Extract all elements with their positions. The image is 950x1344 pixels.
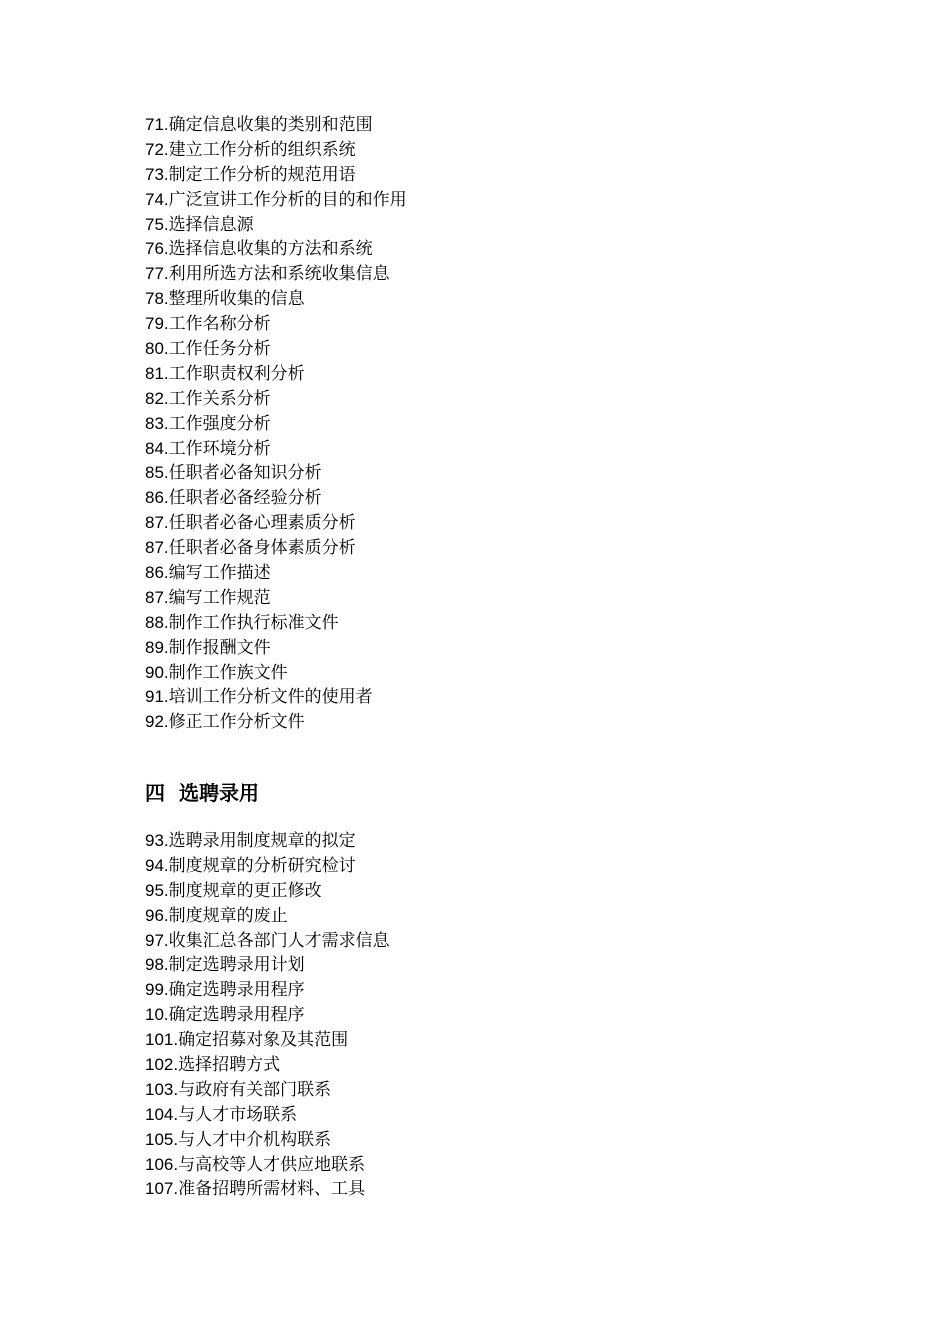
list-item <box>145 1028 390 1053</box>
item-text: 工作环境分析 <box>168 438 271 459</box>
item-text: 制定选聘录用计划 <box>168 955 305 976</box>
item-number: 80. <box>145 339 169 359</box>
item-text: 确定招募对象及其范围 <box>178 1030 349 1051</box>
list-item <box>145 829 390 854</box>
item-text: 利用所选方法和系统收集信息 <box>168 264 390 285</box>
list-item <box>145 362 407 387</box>
list-item <box>145 213 407 238</box>
recruitment-item-list <box>145 829 390 1202</box>
item-number: 101. <box>145 1030 179 1050</box>
item-text: 任职者必备身体素质分析 <box>168 538 356 559</box>
list-item <box>145 1177 390 1202</box>
section-heading <box>145 778 259 808</box>
item-number: 88. <box>145 612 169 632</box>
list-item <box>145 113 407 138</box>
item-number: 104. <box>145 1104 179 1124</box>
item-text: 建立工作分析的组织系统 <box>168 139 356 160</box>
list-item <box>145 1078 390 1103</box>
item-number: 96. <box>145 905 169 925</box>
item-text: 工作名称分析 <box>168 314 271 335</box>
section-title: 选聘录用 <box>179 781 259 805</box>
item-number: 81. <box>145 363 169 383</box>
list-item <box>145 1153 390 1178</box>
item-text: 制度规章的更正修改 <box>168 880 322 901</box>
item-number: 87. <box>145 513 169 533</box>
item-text: 制度规章的分析研究检讨 <box>168 855 356 876</box>
item-text: 与高校等人才供应地联系 <box>178 1154 366 1175</box>
item-text: 任职者必备经验分析 <box>168 488 322 509</box>
item-number: 84. <box>145 438 169 458</box>
list-item <box>145 437 407 462</box>
item-number: 94. <box>145 855 169 875</box>
item-number: 107. <box>145 1179 179 1199</box>
item-number: 75. <box>145 214 169 234</box>
list-item <box>145 978 390 1003</box>
list-item <box>145 511 407 536</box>
list-item <box>145 287 407 312</box>
item-text: 工作关系分析 <box>168 388 271 409</box>
item-text: 选择信息源 <box>168 214 254 235</box>
item-text: 编写工作描述 <box>168 563 271 584</box>
list-item <box>145 536 407 561</box>
item-number: 92. <box>145 712 169 732</box>
list-item <box>145 337 407 362</box>
list-item <box>145 904 390 929</box>
list-item <box>145 163 407 188</box>
item-text: 培训工作分析文件的使用者 <box>168 687 373 708</box>
item-text: 与政府有关部门联系 <box>178 1079 332 1100</box>
item-number: 90. <box>145 662 169 682</box>
item-text: 编写工作规范 <box>168 587 271 608</box>
item-number: 105. <box>145 1129 179 1149</box>
item-number: 79. <box>145 314 169 334</box>
item-text: 制度规章的废止 <box>168 905 288 926</box>
item-text: 选聘录用制度规章的拟定 <box>168 831 356 851</box>
item-number: 78. <box>145 289 169 309</box>
list-item <box>145 879 390 904</box>
list-item <box>145 611 407 636</box>
list-item <box>145 586 407 611</box>
list-item <box>145 188 407 213</box>
item-text: 确定信息收集的类别和范围 <box>168 115 373 135</box>
section-number: 四 <box>145 781 165 805</box>
list-item <box>145 953 390 978</box>
item-text: 任职者必备知识分析 <box>168 463 322 484</box>
item-number: 10. <box>145 1005 169 1025</box>
list-item <box>145 486 407 511</box>
list-item <box>145 661 407 686</box>
item-number: 73. <box>145 164 169 184</box>
list-item <box>145 412 407 437</box>
list-item <box>145 1053 390 1078</box>
item-number: 89. <box>145 637 169 657</box>
list-item <box>145 685 407 710</box>
item-number: 91. <box>145 687 169 707</box>
list-item <box>145 138 407 163</box>
item-number: 82. <box>145 388 169 408</box>
list-item <box>145 710 407 735</box>
list-item <box>145 1128 390 1153</box>
list-item <box>145 854 390 879</box>
list-item <box>145 387 407 412</box>
item-text: 与人才中介机构联系 <box>178 1129 332 1150</box>
list-item <box>145 312 407 337</box>
item-number: 102. <box>145 1055 179 1075</box>
list-item <box>145 561 407 586</box>
item-number: 76. <box>145 239 169 259</box>
item-number: 106. <box>145 1154 179 1174</box>
item-number: 86. <box>145 488 169 508</box>
item-number: 71. <box>145 115 169 134</box>
item-number: 83. <box>145 413 169 433</box>
item-number: 103. <box>145 1079 179 1099</box>
item-text: 制定工作分析的规范用语 <box>168 164 356 185</box>
item-text: 确定选聘录用程序 <box>168 1005 305 1026</box>
item-text: 工作强度分析 <box>168 413 271 434</box>
item-text: 制作工作执行标准文件 <box>168 612 339 633</box>
item-number: 87. <box>145 587 169 607</box>
item-text: 选择招聘方式 <box>178 1055 281 1076</box>
item-text: 工作职责权利分析 <box>168 363 305 384</box>
item-text: 修正工作分析文件 <box>168 712 305 733</box>
item-text: 选择信息收集的方法和系统 <box>168 239 373 260</box>
job-analysis-item-list <box>145 113 407 735</box>
item-text: 工作任务分析 <box>168 339 271 360</box>
item-text: 准备招聘所需材料、工具 <box>178 1179 366 1200</box>
item-text: 确定选聘录用程序 <box>168 980 305 1001</box>
item-number: 97. <box>145 930 169 950</box>
list-item <box>145 1003 390 1028</box>
list-item <box>145 262 407 287</box>
item-text: 制作工作族文件 <box>168 662 288 683</box>
list-item <box>145 1103 390 1128</box>
item-number: 93. <box>145 831 169 850</box>
item-text: 制作报酬文件 <box>168 637 271 658</box>
item-number: 86. <box>145 563 169 583</box>
item-text: 整理所收集的信息 <box>168 289 305 310</box>
item-text: 任职者必备心理素质分析 <box>168 513 356 534</box>
item-text: 收集汇总各部门人才需求信息 <box>168 930 390 951</box>
item-text: 与人才市场联系 <box>178 1104 298 1125</box>
list-item <box>145 636 407 661</box>
item-number: 85. <box>145 463 169 483</box>
item-number: 95. <box>145 880 169 900</box>
item-number: 72. <box>145 139 169 159</box>
item-number: 98. <box>145 955 169 975</box>
list-item <box>145 461 407 486</box>
list-item <box>145 929 390 954</box>
item-number: 99. <box>145 980 169 1000</box>
item-number: 87. <box>145 538 169 558</box>
item-text: 广泛宣讲工作分析的目的和作用 <box>168 189 407 210</box>
item-number: 77. <box>145 264 169 284</box>
item-number: 74. <box>145 189 169 209</box>
list-item <box>145 237 407 262</box>
